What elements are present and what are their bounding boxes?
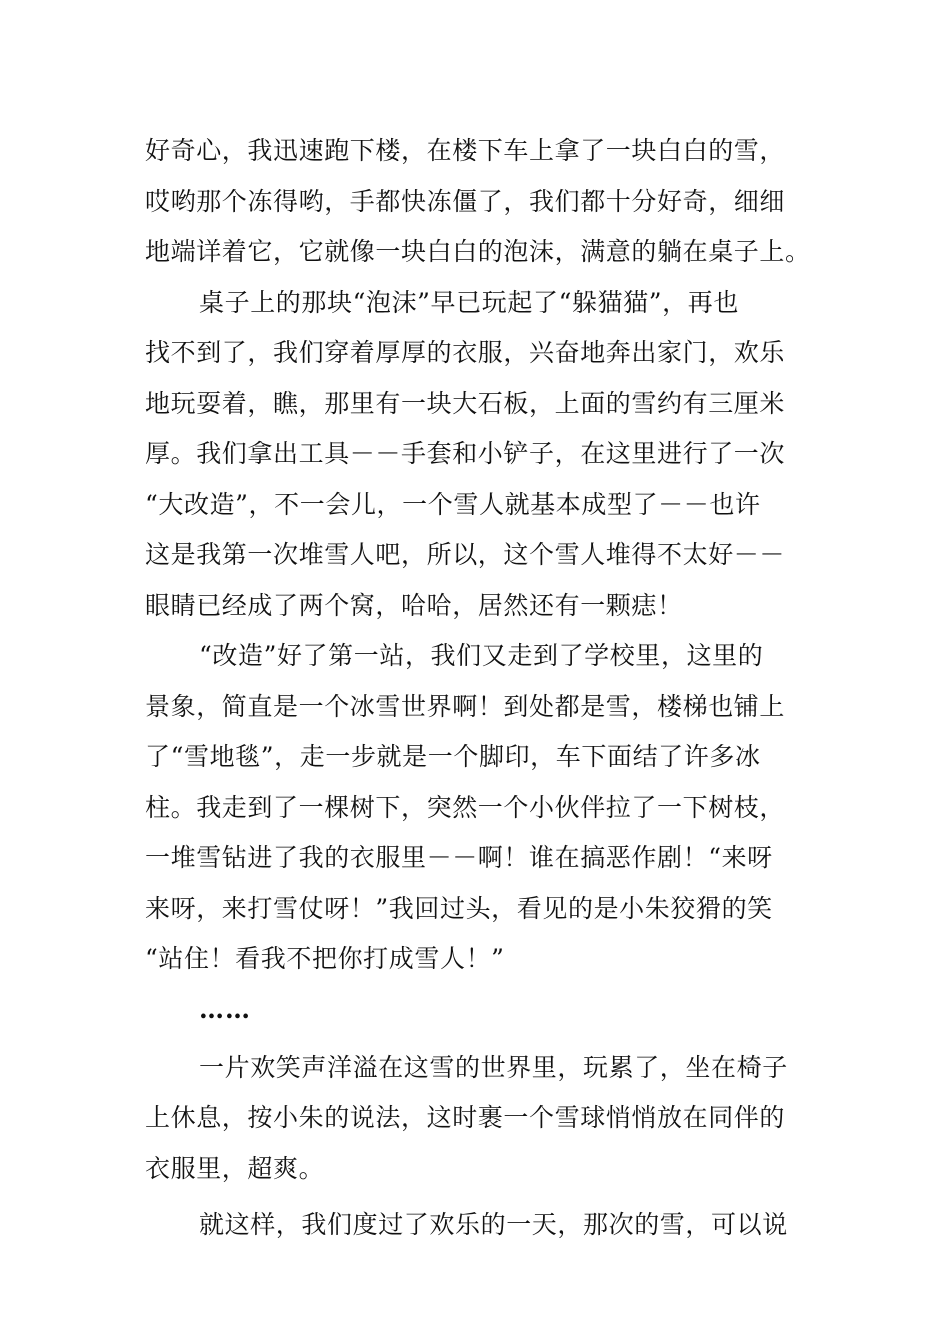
text-line: “站住！看我不把你打成雪人！” bbox=[145, 944, 505, 973]
text-line: 衣服里，超爽。 bbox=[145, 1153, 325, 1183]
text-line: 眼睛已经成了两个窝，哈哈，居然还有一颗痣！ bbox=[145, 590, 683, 620]
essay-body bbox=[145, 126, 809, 1251]
paragraph bbox=[145, 126, 809, 278]
text-line: 上休息，按小朱的说法，这时裹一个雪球悄悄放在同伴的 bbox=[145, 1103, 786, 1132]
text-line: 好奇心，我迅速跑下楼，在楼下车上拿了一块白白的雪， bbox=[145, 136, 786, 165]
paragraph bbox=[145, 1043, 809, 1195]
text-line: 找不到了，我们穿着厚厚的衣服，兴奋地奔出家门，欢乐 bbox=[145, 338, 786, 367]
text-line: 景象，简直是一个冰雪世界啊！到处都是雪，楼梯也铺上 bbox=[145, 691, 786, 721]
text-line: 来呀，来打雪仗呀！”我回过头，看见的是小朱狡猾的笑 bbox=[145, 893, 773, 923]
text-line: 就这样，我们度过了欢乐的一天，那次的雪，可以说 bbox=[199, 1210, 788, 1239]
paragraph-ellipsis bbox=[145, 985, 809, 1043]
text-line: “大改造”，不一会儿，一个雪人就基本成型了－－也许 bbox=[145, 489, 761, 519]
text-line: 一堆雪钻进了我的衣服里－－啊！谁在搞恶作剧！“来呀 bbox=[145, 843, 773, 872]
text-line: 厚。我们拿出工具－－手套和小铲子，在这里进行了一次 bbox=[145, 439, 786, 468]
text-line: 这是我第一次堆雪人吧，所以，这个雪人堆得不太好－－ bbox=[145, 540, 786, 569]
paragraph bbox=[145, 278, 809, 632]
ellipsis-line: …… bbox=[199, 994, 251, 1024]
text-line: 桌子上的那块“泡沫”早已玩起了“躲猫猫”，再也 bbox=[199, 287, 739, 317]
text-line: 地玩耍着，瞧，那里有一块大石板，上面的雪约有三厘米 bbox=[145, 388, 786, 418]
text-line: 柱。我走到了一棵树下，突然一个小伙伴拉了一下树枝， bbox=[145, 792, 786, 822]
paragraph bbox=[145, 1200, 809, 1251]
text-line: 地端详着它，它就像一块白白的泡沫，满意的躺在桌子上。 bbox=[145, 237, 811, 266]
text-line: 一片欢笑声洋溢在这雪的世界里，玩累了，坐在椅子 bbox=[199, 1052, 788, 1082]
paragraph bbox=[145, 631, 809, 985]
text-line: “改造”好了第一站，我们又走到了学校里，这里的 bbox=[199, 641, 764, 670]
text-line: 了“雪地毯”，走一步就是一个脚印，车下面结了许多冰 bbox=[145, 742, 761, 771]
text-line: 哎哟那个冻得哟，手都快冻僵了，我们都十分好奇，细细 bbox=[145, 186, 786, 216]
